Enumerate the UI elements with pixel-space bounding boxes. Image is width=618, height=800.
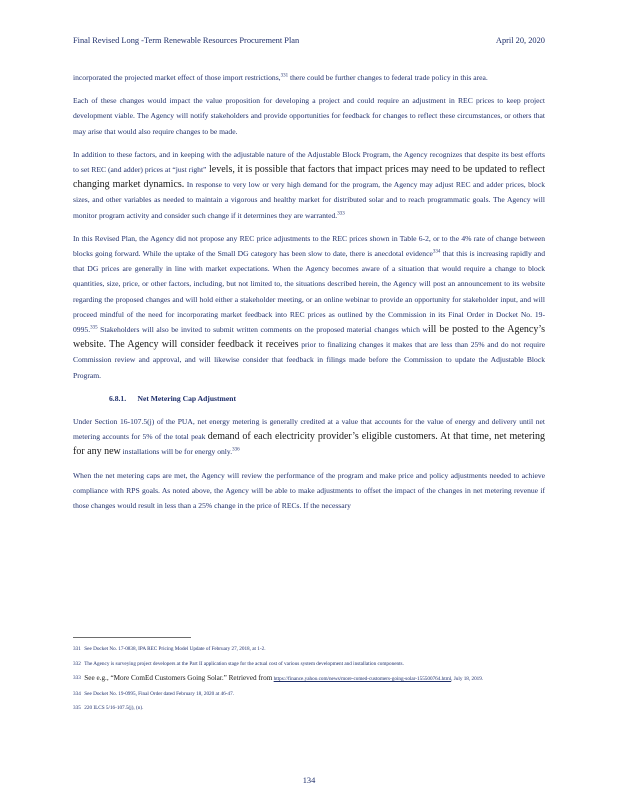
footnote-link[interactable]: https://finance.yahoo.com/news/more-comed-customers-going-solar-155500764.html — [273, 676, 452, 682]
paragraph-text: there could be further changes to federal trade policy in this area. — [288, 73, 488, 82]
footnote-335 — [73, 703, 545, 714]
body-text — [73, 70, 545, 521]
footnote-number: 334 — [73, 690, 81, 697]
paragraph-text: Under Section 16-107.5(j) of the PUA, net energy metering is generally credited at a value that accounts for the value of energy and delivery until net metering accounts for 5% of the total peak — [73, 417, 545, 442]
paragraph-text: In this Revised Plan, the Agency did not propose any REC price adjustments to the REC prices shown in Table 6-2, or to the 4% rate of change between blocks going forward. While the uptake of the Small DG category has been slow to date, there is anecdotal evidence — [73, 233, 545, 259]
footnote-332 — [73, 659, 545, 670]
page-number: 134 — [302, 776, 316, 785]
header-title: Final Revised Long -Term Renewable Resources Procurement Plan — [73, 36, 300, 45]
footnote-ref[interactable]: 331 — [280, 73, 289, 79]
paragraph-text: In addition to these factors, and in keeping with the adjustable nature of the Adjustable Block Program, the Agency recognizes that despite its best efforts to set REC (and adder) prices at “just right” — [73, 149, 545, 175]
paragraph-text: ill be posted to the Agency’s website. The Agency will consider feedback it receives — [73, 324, 546, 351]
paragraph-text: installations will be for energy only. — [120, 447, 233, 457]
footnote-ref[interactable]: 333 — [337, 211, 345, 217]
footnote-ref[interactable]: 334 — [432, 249, 441, 255]
footnote-text: , July 18, 2019. — [451, 676, 484, 682]
paragraph-text: that this is increasing rapidly and that DG prices are generally in line with market expectations. When the Agency becomes aware of a situation that would require a change to block quantities, size, price, or other factors, including, but not limited to, the situations described herein, the Agency will post an announcement to its website regarding the proposed changes and will hold either a stakeholder meeting, or an online webinar to provide an opportunity for stakeholder input, and will proceed mindful of the need for incorporating market feedback into REC prices as outlined by the Commission in its Final Order in Docket No. 19-0995. — [73, 249, 545, 335]
section-number: 6.8.1. — [109, 393, 127, 403]
header-date: April 20, 2020 — [495, 36, 545, 45]
footnotes — [73, 644, 545, 718]
paragraph-3 — [73, 147, 545, 223]
footnote-text: See Docket No. 17-0838, IPA REC Pricing Model Update of February 27, 2018, at 1-2. — [84, 646, 266, 652]
section-title: Net Metering Cap Adjustment — [137, 393, 236, 403]
paragraph-text: demand of each electricity provider’s eligible customers. At that time, net metering for any new — [73, 431, 545, 458]
footnote-text: See Docket No. 19-0995, Final Order dated February 18, 2020 at 46-47. — [84, 690, 234, 697]
paragraph-6: When the net metering caps are met, the Agency will review the performance of the program and make price and policy adjustments needed to achieve compliance with RPS goals. As noted above, the Agency will be able to make adjustments to offset the impact of the changes in net metering revenue if those changes would result in less than a 25% change in the price of RECs. If the necessary — [73, 470, 545, 511]
footnote-text: The Agency is surveying project developers at the Part II application stage for the actual cost of various system development and installation components. — [84, 660, 404, 667]
running-header — [73, 36, 545, 45]
footnote-ref[interactable]: 336 — [232, 447, 240, 453]
footnote-number: 331 — [73, 646, 81, 652]
paragraph-text: levels, it is possible that factors that impact prices may need to be updated to reflect changing market dynamics. — [73, 164, 545, 191]
footnote-ref[interactable]: 335 — [90, 325, 98, 331]
footnote-number: 332 — [73, 660, 81, 667]
paragraph-2: Each of these changes would impact the value proposition for developing a project and could require an adjustment in REC prices to keep project development viable. The Agency will notify stakeholders and provide opportunities for feedback for changes to reflect these circumstances, or others that may arise that would also require changes to be made. — [73, 96, 545, 136]
footnote-divider — [73, 637, 191, 638]
footnote-number: 335 — [73, 705, 81, 711]
footnote-333 — [73, 673, 545, 685]
paragraph-1 — [73, 70, 545, 85]
footnote-number: 333 — [73, 675, 81, 681]
footnote-334 — [73, 689, 545, 700]
footnote-text: See e.g., “More ComEd Customers Going Solar.” Retrieved from — [84, 674, 273, 682]
paragraph-text: Stakeholders will also be invited to submit written comments on the proposed material changes which w — [97, 325, 428, 335]
paragraph-5 — [73, 414, 545, 460]
paragraph-text: In response to very low or very high demand for the program, the Agency may adjust REC and adder prices, block sizes, and other variables as needed to maintain a vigorous and healthy market for distributed solar and to reach programmatic goals. The Agency will monitor program activity and consider such change if it determines they are warranted. — [73, 180, 545, 220]
footnote-text: 220 ILCS 5/16-107.5(j), (n). — [84, 705, 144, 711]
paragraph-text: prior to finalizing changes it makes that are less than 25% and do not require Commission review and approval, and will likewise consider that feedback in filings made before the Commission to update the Adjustable Block Program. — [73, 340, 546, 380]
paragraph-text: incorporated the projected market effect of those import restrictions, — [73, 73, 281, 82]
paragraph-4 — [73, 231, 545, 383]
footnote-331 — [73, 644, 545, 655]
section-heading — [73, 391, 545, 406]
